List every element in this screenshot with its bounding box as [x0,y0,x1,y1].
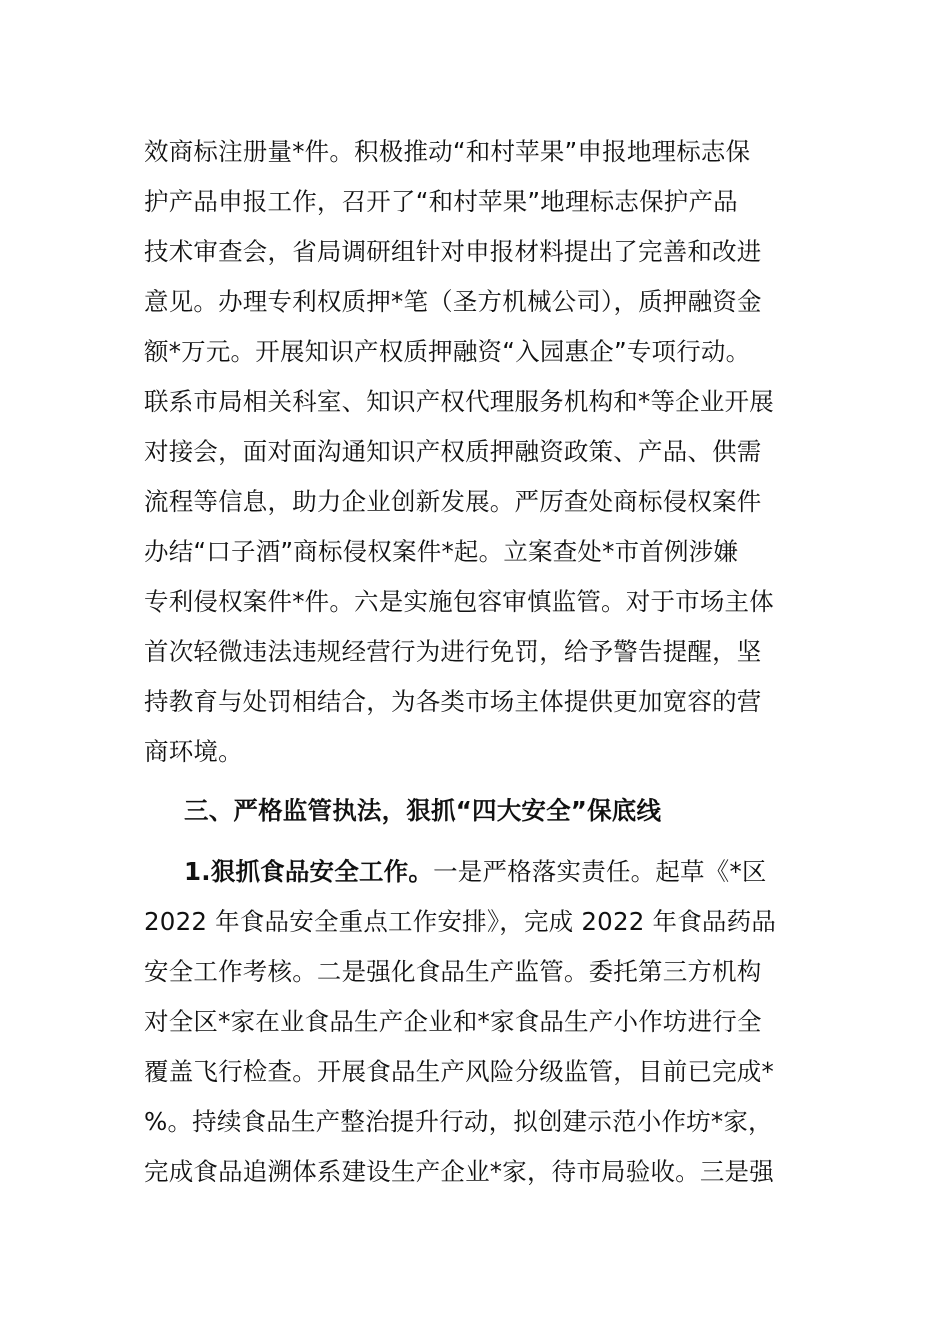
section-heading: 三、严格监管执法，狠抓“四大安全”保底线 [184,796,662,825]
body-text-line: %。持续食品生产整治提升行动，拟创建示范小作坊*家， [144,1107,773,1136]
body-text-line: 技术审查会，省局调研组针对申报材料提出了完善和改进 [144,237,762,266]
body-text-line: 护产品申报工作，召开了“和村苹果”地理标志保护产品 [144,187,738,216]
body-text-line: 首次轻微违法违规经营行为进行免罚，给予警告提醒，坚 [144,637,762,666]
body-text-line: 额*万元。开展知识产权质押融资“入园惠企”专项行动。 [144,337,751,366]
subsection-title: 1.狠抓食品安全工作。 [184,857,434,886]
body-text-line: 覆盖飞行检查。开展食品生产风险分级监管，目前已完成* [144,1057,774,1086]
subsection-first-line [184,847,767,897]
body-text-line: 2022 年食品安全重点工作安排》，完成 2022 年食品药品 [144,907,777,936]
body-text-line: 联系市局相关科室、知识产权代理服务机构和*等企业开展 [144,387,774,416]
body-text-line: 持教育与处罚相结合，为各类市场主体提供更加宽容的营 [144,687,762,716]
body-text-line: 对全区*家在业食品生产企业和*家食品生产小作坊进行全 [144,1007,762,1036]
body-text-line: 意见。办理专利权质押*笔（圣方机械公司），质押融资金 [144,287,762,316]
body-text-line: 专利侵权案件*件。六是实施包容审慎监管。对于市场主体 [144,587,774,616]
body-text-line: 商环境。 [144,737,243,766]
body-text-line: 流程等信息，助力企业创新发展。严厉查处商标侵权案件 [144,487,762,516]
body-text-line: 办结“口子酒”商标侵权案件*起。立案查处*市首例涉嫌 [144,537,739,566]
body-text-line: 安全工作考核。二是强化食品生产监管。委托第三方机构 [144,957,762,986]
body-text-line: 完成食品追溯体系建设生产企业*家，待市局验收。三是强 [144,1157,774,1186]
subsection-first-line-text: 一是严格落实责任。起草《*区 [433,857,767,886]
body-text-line: 对接会，面对面沟通知识产权质押融资政策、产品、供需 [144,437,762,466]
body-text-line: 效商标注册量*件。积极推动“和村苹果”申报地理标志保 [144,137,751,166]
